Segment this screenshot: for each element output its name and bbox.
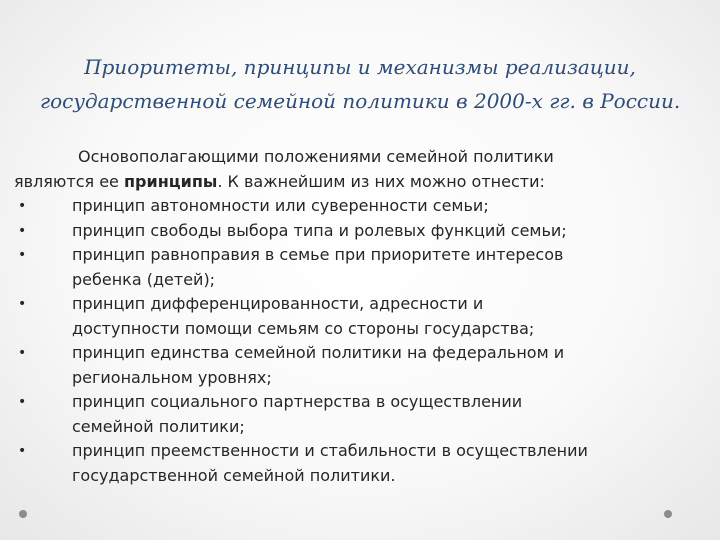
list-item-line-1: принцип равноправия в семье при приоритете интересов xyxy=(72,245,564,264)
list-item-line-1: принцип единства семейной политики на федеральном и xyxy=(72,343,565,362)
bullet-icon: • xyxy=(18,394,27,410)
list-item xyxy=(14,439,704,488)
list-item xyxy=(14,219,704,244)
list-item xyxy=(14,341,704,390)
slide-body xyxy=(14,145,704,488)
bullet-icon: • xyxy=(18,198,27,214)
bullet-icon: • xyxy=(18,345,27,361)
decorative-dot-icon xyxy=(19,510,27,518)
list-item-line-2: доступности помощи семьям со стороны государства; xyxy=(72,318,535,338)
bullet-icon: • xyxy=(18,296,27,312)
list-item-line-2: государственной семейной политики. xyxy=(72,465,396,485)
bullet-icon: • xyxy=(18,443,27,459)
bullet-icon: • xyxy=(18,222,27,239)
intro-line-2 xyxy=(14,170,704,195)
slide-title-line-2: государственной семейной политики в 2000-х гг. в России. xyxy=(40,89,681,113)
list-item-line-1: принцип преемственности и стабильности в осуществлении xyxy=(72,441,588,460)
slide-title-line-1: Приоритеты, принципы и механизмы реализации, xyxy=(84,55,636,79)
intro-text-before: являются ее xyxy=(14,171,124,191)
list-item-line-2: региональном уровнях; xyxy=(72,367,272,387)
list-item-line-1: принцип социального партнерства в осуществлении xyxy=(72,392,523,411)
list-item xyxy=(14,292,704,341)
list-item-line-1: принцип дифференцированности, адресности и xyxy=(72,294,484,313)
intro-text-after: . К важнейшим из них можно отнести: xyxy=(217,171,545,191)
list-item-line-2: семейной политики; xyxy=(72,416,245,436)
list-item xyxy=(14,390,704,439)
intro-line-1: Основополагающими положениями семейной политики xyxy=(78,147,554,166)
principles-list xyxy=(14,194,704,488)
principles-keyword: принципы xyxy=(123,171,218,191)
list-item-line-1: принцип автономности или суверенности семьи; xyxy=(72,196,489,215)
list-item-line-1: принцип свободы выбора типа и ролевых функций семьи; xyxy=(72,220,567,240)
decorative-dot-icon xyxy=(664,510,672,518)
slide-title xyxy=(40,50,680,118)
list-item-line-2: ребенка (детей); xyxy=(72,269,216,289)
bullet-icon: • xyxy=(18,247,27,263)
list-item xyxy=(14,243,704,292)
intro-paragraph xyxy=(14,145,704,194)
list-item xyxy=(14,194,704,219)
